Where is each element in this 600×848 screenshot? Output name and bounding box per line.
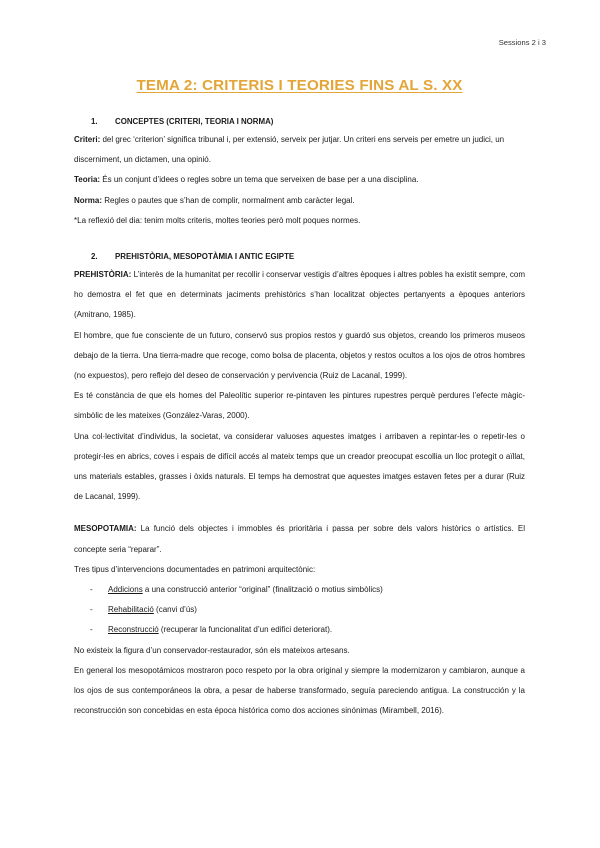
list-item: [74, 600, 525, 620]
teoria-label: Teoria:: [74, 175, 101, 185]
paragraph-hombre: El hombre, que fue consciente de un futuro, conservó sus propios restos y guardó sus objetos, creando los primeros museos debajo de la tierra. Una tierra-madre que recoge, como bolsa de placenta, objetos y restos ocultos a los ojos de otros hombres (no expuestos), pero reflejo del deseo de conservación y pervivencia (Ruiz de Lacanal, 1999).: [74, 330, 525, 381]
paragraph-conservador: No existeix la figura d’un conservador-restaurador, són els mateixos artesans.: [74, 645, 350, 655]
intervention-types-intro: Tres tipus d’intervencions documentades en patrimoni arquitectònic:: [74, 564, 316, 574]
paragraph-paleolitic: Es té constància de que els homes del Paleolític superior re-pintaven les pintures rupestres perquè perdures l’efecte màgic-simbòlic de les mateixes (González-Varas, 2000).: [74, 391, 525, 421]
intervention-types-list: [74, 580, 525, 641]
section-1-heading: [74, 115, 525, 129]
mesopotamia-paragraph: [74, 519, 525, 559]
mesopotamia-label: MESOPOTAMIA:: [74, 524, 137, 534]
criteri-text: del grec ‘criterion’ significa tribunal i, per extensió, serveix per jutjar. Un criteri ens serveis per emetre un judici, un discerniment, un dictamen, una opinió.: [74, 135, 505, 165]
list-item-term: Rehabilitació: [108, 605, 154, 615]
paragraph-collectivitat: Una col·lectivitat d’individus, la societat, va considerar valuoses aquestes imatges i arribaven a repintar-les o repetir-les o protegir-les en abrics, coves i espais de difícil accés al mateix temps que un creador preocupat escollia un lloc protegit o aïllat, uns materials estables, grasses i òxids naturals. El temps ha demostrat que aquestes imatges estaven fetes per a durar (Ruiz de Lacanal, 1999).: [74, 431, 525, 502]
teoria-definition: [74, 170, 525, 190]
section-2-heading: [74, 250, 525, 264]
list-dash: -: [90, 625, 93, 635]
list-item-term: Addicions: [108, 585, 143, 595]
section-2-number: 2.: [91, 252, 98, 262]
criteri-label: Criteri:: [74, 135, 101, 144]
norma-definition: [74, 191, 525, 211]
mesopotamia-text: La funció dels objectes i immobles és prioritària i passa per sobre dels valors històrics o artístics. El concepte seria “reparar”.: [74, 524, 525, 554]
list-item-text: a una construcció anterior “original” (finalització o motius simbòlics): [142, 585, 383, 595]
teoria-text: És un conjunt d’idees o regles sobre un tema que serveixen de base per a una disciplina.: [100, 175, 419, 185]
prehistoria-text: L’interès de la humanitat per recollir i conservar vestigis d’altres èpoques i altres pobles ha existit sempre, com ho demostra el fet que en determinats jaciments prehistòrics s’han localitzat objectes pertanyents a èpoques anteriors (Amitrano, 1985).: [74, 270, 525, 320]
list-item-text: (canvi d’ús): [153, 605, 197, 615]
section-2-title: PREHISTÒRIA, MESOPOTÀMIA I ANTIC EGIPTE: [115, 252, 295, 262]
norma-text: Regles o pautes que s’han de complir, normalment amb caràcter legal.: [102, 195, 355, 205]
list-item-text: (recuperar la funcionalitat d’un edifici deteriorat).: [158, 625, 333, 635]
list-item: [74, 620, 525, 640]
reflection-note: *La reflexió del dia: tenim molts criteris, moltes teories però molt poques normes.: [74, 215, 361, 225]
section-1-number: 1.: [91, 117, 98, 126]
prehistoria-label: PREHISTÒRIA:: [74, 270, 132, 280]
section-2: [74, 250, 525, 721]
list-dash: -: [90, 585, 93, 595]
section-1-title: CONCEPTES (CRITERI, TEORIA I NORMA): [115, 117, 274, 126]
list-dash: -: [90, 605, 93, 615]
list-item-term: Reconstrucció: [108, 625, 159, 635]
criteri-definition: [74, 130, 525, 170]
paragraph-mesopotamicos: En general los mesopotámicos mostraron poco respeto por la obra original y siempre la modernizaron y cambiaron, aunque a los ojos de sus contemporáneos la obra, a pesar de haberse transformado, seguía pareciendo antigua. La construcción y la reconstrucción son concebidas en esta época histórica como dos acciones sinónimas (Mirambell, 2016).: [74, 665, 525, 716]
prehistoria-paragraph: [74, 265, 525, 326]
running-head: Sessions 2 i 3: [498, 38, 546, 47]
list-item: [74, 580, 525, 600]
norma-label: Norma:: [74, 195, 103, 205]
page-title: TEMA 2: CRITERIS I TEORIES FINS AL S. XX: [136, 77, 463, 94]
section-1: [74, 115, 525, 231]
